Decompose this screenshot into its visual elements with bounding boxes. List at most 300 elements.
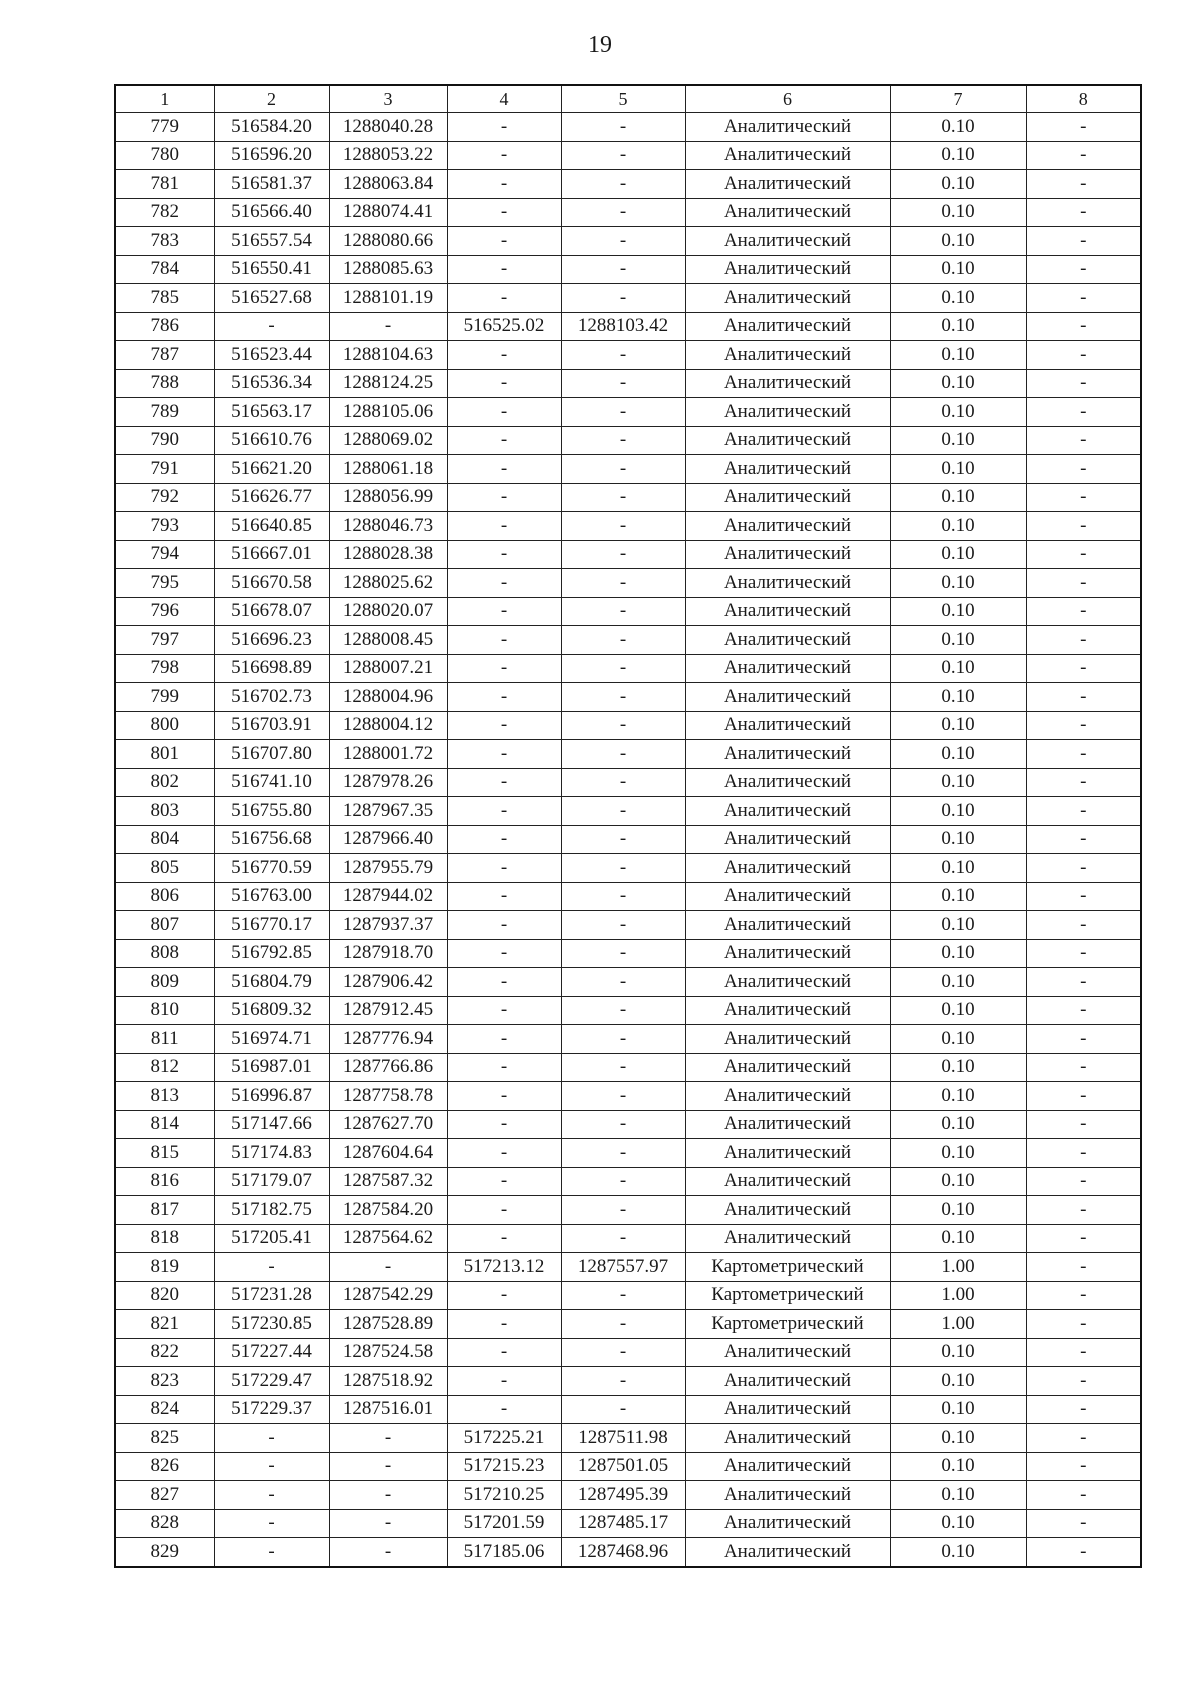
cell-point-number: 779 [115,113,214,142]
cell-description: - [1026,341,1141,370]
cell-y-coord-existing: 1287564.62 [329,1224,447,1253]
cell-method: Аналитический [685,540,890,569]
table-row [115,1110,1141,1139]
cell-point-number: 786 [115,312,214,341]
cell-point-number: 792 [115,483,214,512]
cell-method: Аналитический [685,825,890,854]
cell-y-coord-existing: 1287944.02 [329,882,447,911]
cell-x-coord-new: - [447,996,561,1025]
table-row [115,341,1141,370]
cell-point-number: 800 [115,711,214,740]
cell-accuracy: 0.10 [890,1395,1026,1424]
cell-y-coord-existing: 1288101.19 [329,284,447,313]
cell-accuracy: 0.10 [890,882,1026,911]
cell-point-number: 816 [115,1167,214,1196]
cell-description: - [1026,540,1141,569]
cell-x-coord-existing: 516770.59 [214,854,329,883]
cell-x-coord-new: - [447,284,561,313]
cell-y-coord-existing: 1287966.40 [329,825,447,854]
cell-description: - [1026,626,1141,655]
cell-method: Аналитический [685,740,890,769]
cell-accuracy: 0.10 [890,968,1026,997]
table-row [115,1025,1141,1054]
cell-point-number: 808 [115,939,214,968]
cell-x-coord-new: - [447,1310,561,1339]
cell-x-coord-existing: 516770.17 [214,911,329,940]
cell-y-coord-new: - [561,113,685,142]
cell-x-coord-existing: 516670.58 [214,569,329,598]
table-row [115,455,1141,484]
cell-point-number: 798 [115,654,214,683]
cell-method: Аналитический [685,711,890,740]
cell-y-coord-existing: 1287542.29 [329,1281,447,1310]
cell-description: - [1026,825,1141,854]
cell-description: - [1026,854,1141,883]
cell-point-number: 821 [115,1310,214,1339]
cell-y-coord-new: 1287557.97 [561,1253,685,1282]
table-row [115,711,1141,740]
cell-x-coord-existing: 516974.71 [214,1025,329,1054]
cell-x-coord-existing: 516763.00 [214,882,329,911]
cell-description: - [1026,1053,1141,1082]
cell-accuracy: 0.10 [890,426,1026,455]
cell-accuracy: 0.10 [890,1110,1026,1139]
cell-y-coord-existing: - [329,1452,447,1481]
cell-method: Аналитический [685,882,890,911]
cell-y-coord-new: - [561,255,685,284]
cell-y-coord-new: - [561,1082,685,1111]
cell-description: - [1026,483,1141,512]
cell-point-number: 813 [115,1082,214,1111]
cell-y-coord-existing: 1288074.41 [329,198,447,227]
cell-y-coord-new: - [561,141,685,170]
cell-point-number: 788 [115,369,214,398]
cell-description: - [1026,1110,1141,1139]
cell-accuracy: 0.10 [890,1196,1026,1225]
cell-point-number: 807 [115,911,214,940]
cell-accuracy: 0.10 [890,312,1026,341]
cell-description: - [1026,198,1141,227]
cell-accuracy: 0.10 [890,1367,1026,1396]
cell-accuracy: 1.00 [890,1281,1026,1310]
cell-point-number: 801 [115,740,214,769]
cell-method: Аналитический [685,768,890,797]
cell-x-coord-existing: 516702.73 [214,683,329,712]
cell-point-number: 797 [115,626,214,655]
cell-x-coord-new: - [447,1082,561,1111]
cell-y-coord-new: - [561,996,685,1025]
cell-x-coord-existing: 517231.28 [214,1281,329,1310]
cell-description: - [1026,1253,1141,1282]
cell-method: Аналитический [685,341,890,370]
cell-y-coord-new: - [561,455,685,484]
cell-point-number: 825 [115,1424,214,1453]
cell-accuracy: 0.10 [890,113,1026,142]
table-row [115,1481,1141,1510]
cell-method: Аналитический [685,1082,890,1111]
cell-x-coord-new: - [447,1224,561,1253]
cell-description: - [1026,1481,1141,1510]
cell-y-coord-existing: - [329,1538,447,1567]
cell-point-number: 827 [115,1481,214,1510]
cell-x-coord-new: - [447,626,561,655]
cell-accuracy: 0.10 [890,1139,1026,1168]
cell-y-coord-existing: 1287918.70 [329,939,447,968]
cell-y-coord-new: 1287468.96 [561,1538,685,1567]
table-row [115,854,1141,883]
table-row [115,1139,1141,1168]
cell-y-coord-existing: 1287937.37 [329,911,447,940]
cell-accuracy: 0.10 [890,284,1026,313]
cell-y-coord-new: - [561,512,685,541]
cell-point-number: 805 [115,854,214,883]
cell-x-coord-existing: 516621.20 [214,455,329,484]
cell-y-coord-existing: 1288007.21 [329,654,447,683]
cell-point-number: 822 [115,1338,214,1367]
cell-x-coord-new: - [447,455,561,484]
cell-method: Аналитический [685,1509,890,1538]
cell-description: - [1026,654,1141,683]
cell-method: Аналитический [685,939,890,968]
cell-x-coord-existing: 517229.37 [214,1395,329,1424]
column-header-3: 3 [329,85,447,113]
cell-y-coord-existing: 1287516.01 [329,1395,447,1424]
cell-description: - [1026,740,1141,769]
table-row [115,1338,1141,1367]
cell-description: - [1026,597,1141,626]
cell-y-coord-existing: 1287978.26 [329,768,447,797]
cell-method: Аналитический [685,198,890,227]
cell-x-coord-existing: - [214,1424,329,1453]
cell-method: Аналитический [685,854,890,883]
cell-point-number: 829 [115,1538,214,1567]
table-body [115,113,1141,1567]
cell-method: Аналитический [685,569,890,598]
cell-x-coord-new: 517225.21 [447,1424,561,1453]
cell-description: - [1026,1281,1141,1310]
cell-x-coord-existing: 517230.85 [214,1310,329,1339]
cell-accuracy: 1.00 [890,1310,1026,1339]
cell-method: Аналитический [685,1452,890,1481]
cell-point-number: 796 [115,597,214,626]
cell-description: - [1026,1538,1141,1567]
cell-description: - [1026,1139,1141,1168]
cell-accuracy: 0.10 [890,1338,1026,1367]
cell-x-coord-new: 517210.25 [447,1481,561,1510]
cell-accuracy: 0.10 [890,1481,1026,1510]
cell-method: Аналитический [685,1338,890,1367]
cell-description: - [1026,797,1141,826]
cell-y-coord-new: - [561,483,685,512]
cell-description: - [1026,939,1141,968]
cell-y-coord-existing: 1288046.73 [329,512,447,541]
table-row [115,911,1141,940]
cell-accuracy: 0.10 [890,911,1026,940]
cell-accuracy: 0.10 [890,740,1026,769]
cell-y-coord-existing: - [329,1424,447,1453]
cell-point-number: 815 [115,1139,214,1168]
cell-description: - [1026,1310,1141,1339]
cell-y-coord-new: 1288103.42 [561,312,685,341]
cell-accuracy: 0.10 [890,483,1026,512]
cell-accuracy: 0.10 [890,170,1026,199]
cell-accuracy: 0.10 [890,825,1026,854]
cell-x-coord-existing: - [214,1538,329,1567]
cell-x-coord-new: - [447,198,561,227]
cell-description: - [1026,1338,1141,1367]
cell-y-coord-new: - [561,1310,685,1339]
cell-y-coord-new: - [561,1196,685,1225]
cell-method: Аналитический [685,1481,890,1510]
table-row [115,170,1141,199]
cell-description: - [1026,996,1141,1025]
cell-description: - [1026,911,1141,940]
cell-x-coord-existing: 516987.01 [214,1053,329,1082]
cell-description: - [1026,1395,1141,1424]
cell-accuracy: 0.10 [890,198,1026,227]
cell-x-coord-new: - [447,1025,561,1054]
cell-description: - [1026,369,1141,398]
cell-description: - [1026,968,1141,997]
cell-point-number: 795 [115,569,214,598]
cell-x-coord-existing: - [214,1452,329,1481]
cell-method: Аналитический [685,141,890,170]
cell-description: - [1026,141,1141,170]
cell-y-coord-new: - [561,882,685,911]
cell-y-coord-existing: 1288004.12 [329,711,447,740]
cell-description: - [1026,1509,1141,1538]
cell-accuracy: 0.10 [890,1167,1026,1196]
cell-x-coord-new: 517215.23 [447,1452,561,1481]
table-row [115,113,1141,142]
cell-accuracy: 0.10 [890,939,1026,968]
cell-method: Аналитический [685,398,890,427]
cell-x-coord-existing: 516707.80 [214,740,329,769]
cell-x-coord-existing: 516741.10 [214,768,329,797]
cell-accuracy: 1.00 [890,1253,1026,1282]
table-row [115,1452,1141,1481]
cell-accuracy: 0.10 [890,1053,1026,1082]
cell-x-coord-new: - [447,797,561,826]
cell-description: - [1026,1025,1141,1054]
cell-x-coord-existing: 516756.68 [214,825,329,854]
cell-y-coord-existing: 1288053.22 [329,141,447,170]
cell-y-coord-new: 1287485.17 [561,1509,685,1538]
cell-method: Аналитический [685,426,890,455]
cell-method: Аналитический [685,483,890,512]
cell-y-coord-existing: 1287967.35 [329,797,447,826]
cell-point-number: 799 [115,683,214,712]
cell-method: Аналитический [685,455,890,484]
cell-description: - [1026,426,1141,455]
cell-accuracy: 0.10 [890,683,1026,712]
column-header-1: 1 [115,85,214,113]
cell-y-coord-new: - [561,740,685,769]
cell-accuracy: 0.10 [890,1082,1026,1111]
cell-y-coord-new: - [561,1338,685,1367]
cell-x-coord-new: - [447,227,561,256]
cell-point-number: 804 [115,825,214,854]
table-row [115,312,1141,341]
cell-point-number: 810 [115,996,214,1025]
cell-y-coord-new: - [561,170,685,199]
cell-method: Аналитический [685,654,890,683]
cell-x-coord-existing: 517205.41 [214,1224,329,1253]
cell-point-number: 802 [115,768,214,797]
table-row [115,1196,1141,1225]
cell-x-coord-existing: 516557.54 [214,227,329,256]
cell-x-coord-new: - [447,911,561,940]
cell-x-coord-existing: 516523.44 [214,341,329,370]
cell-x-coord-existing: 517182.75 [214,1196,329,1225]
cell-x-coord-existing: 516640.85 [214,512,329,541]
cell-accuracy: 0.10 [890,854,1026,883]
cell-point-number: 785 [115,284,214,313]
cell-method: Аналитический [685,227,890,256]
column-header-4: 4 [447,85,561,113]
cell-y-coord-existing: 1288069.02 [329,426,447,455]
cell-description: - [1026,768,1141,797]
cell-y-coord-new: - [561,939,685,968]
cell-y-coord-existing: 1288020.07 [329,597,447,626]
cell-x-coord-new: - [447,1367,561,1396]
cell-x-coord-new: - [447,1053,561,1082]
cell-x-coord-new: 517213.12 [447,1253,561,1282]
cell-method: Аналитический [685,626,890,655]
cell-method: Аналитический [685,996,890,1025]
cell-x-coord-new: - [447,512,561,541]
cell-x-coord-new: - [447,483,561,512]
table-row [115,1053,1141,1082]
column-header-8: 8 [1026,85,1141,113]
cell-accuracy: 0.10 [890,341,1026,370]
cell-point-number: 828 [115,1509,214,1538]
cell-y-coord-existing: 1287955.79 [329,854,447,883]
cell-method: Аналитический [685,1053,890,1082]
cell-accuracy: 0.10 [890,255,1026,284]
cell-y-coord-new: - [561,426,685,455]
table-row [115,1253,1141,1282]
cell-x-coord-existing: - [214,312,329,341]
cell-x-coord-new: - [447,113,561,142]
table-row [115,483,1141,512]
cell-x-coord-new: - [447,939,561,968]
cell-x-coord-new: 516525.02 [447,312,561,341]
cell-description: - [1026,1424,1141,1453]
cell-y-coord-new: - [561,1224,685,1253]
table-row [115,1424,1141,1453]
cell-accuracy: 0.10 [890,398,1026,427]
cell-y-coord-existing: - [329,1253,447,1282]
cell-x-coord-new: - [447,968,561,997]
cell-method: Аналитический [685,797,890,826]
table-header-row [115,85,1141,113]
cell-point-number: 826 [115,1452,214,1481]
table-row [115,284,1141,313]
cell-y-coord-new: - [561,198,685,227]
table-row [115,597,1141,626]
cell-method: Аналитический [685,369,890,398]
cell-accuracy: 0.10 [890,654,1026,683]
coordinates-table [114,84,1142,1568]
cell-y-coord-existing: 1287912.45 [329,996,447,1025]
cell-point-number: 783 [115,227,214,256]
cell-y-coord-new: - [561,1053,685,1082]
cell-point-number: 791 [115,455,214,484]
cell-description: - [1026,227,1141,256]
cell-point-number: 789 [115,398,214,427]
cell-method: Аналитический [685,968,890,997]
cell-description: - [1026,569,1141,598]
cell-point-number: 818 [115,1224,214,1253]
cell-accuracy: 0.10 [890,512,1026,541]
cell-x-coord-existing: 516584.20 [214,113,329,142]
column-header-7: 7 [890,85,1026,113]
cell-x-coord-new: 517201.59 [447,1509,561,1538]
cell-x-coord-new: - [447,398,561,427]
column-header-6: 6 [685,85,890,113]
cell-y-coord-new: - [561,284,685,313]
table-row [115,768,1141,797]
cell-x-coord-existing: 516698.89 [214,654,329,683]
cell-method: Аналитический [685,1110,890,1139]
cell-accuracy: 0.10 [890,141,1026,170]
cell-accuracy: 0.10 [890,711,1026,740]
cell-x-coord-new: - [447,882,561,911]
table-row [115,1310,1141,1339]
table-row [115,825,1141,854]
cell-point-number: 820 [115,1281,214,1310]
table-row [115,227,1141,256]
cell-y-coord-new: - [561,1167,685,1196]
cell-x-coord-new: - [447,768,561,797]
cell-y-coord-new: 1287501.05 [561,1452,685,1481]
cell-method: Аналитический [685,1139,890,1168]
cell-point-number: 817 [115,1196,214,1225]
cell-x-coord-new: - [447,1167,561,1196]
cell-x-coord-existing: 516550.41 [214,255,329,284]
cell-x-coord-existing: - [214,1509,329,1538]
cell-y-coord-new: - [561,968,685,997]
cell-accuracy: 0.10 [890,597,1026,626]
cell-y-coord-new: - [561,626,685,655]
cell-x-coord-existing: 516563.17 [214,398,329,427]
cell-y-coord-new: - [561,369,685,398]
cell-accuracy: 0.10 [890,626,1026,655]
cell-y-coord-new: - [561,854,685,883]
cell-y-coord-existing: 1287627.70 [329,1110,447,1139]
cell-y-coord-existing: 1287518.92 [329,1367,447,1396]
cell-point-number: 814 [115,1110,214,1139]
cell-y-coord-existing: - [329,1481,447,1510]
cell-x-coord-new: - [447,654,561,683]
table-row [115,198,1141,227]
cell-description: - [1026,1196,1141,1225]
cell-method: Аналитический [685,1367,890,1396]
cell-y-coord-existing: 1288008.45 [329,626,447,655]
cell-description: - [1026,113,1141,142]
table-row [115,369,1141,398]
cell-description: - [1026,711,1141,740]
cell-y-coord-new: - [561,227,685,256]
cell-y-coord-new: - [561,911,685,940]
cell-point-number: 794 [115,540,214,569]
cell-y-coord-new: 1287495.39 [561,1481,685,1510]
cell-x-coord-existing: - [214,1253,329,1282]
cell-x-coord-new: - [447,683,561,712]
cell-x-coord-existing: 517229.47 [214,1367,329,1396]
cell-description: - [1026,512,1141,541]
